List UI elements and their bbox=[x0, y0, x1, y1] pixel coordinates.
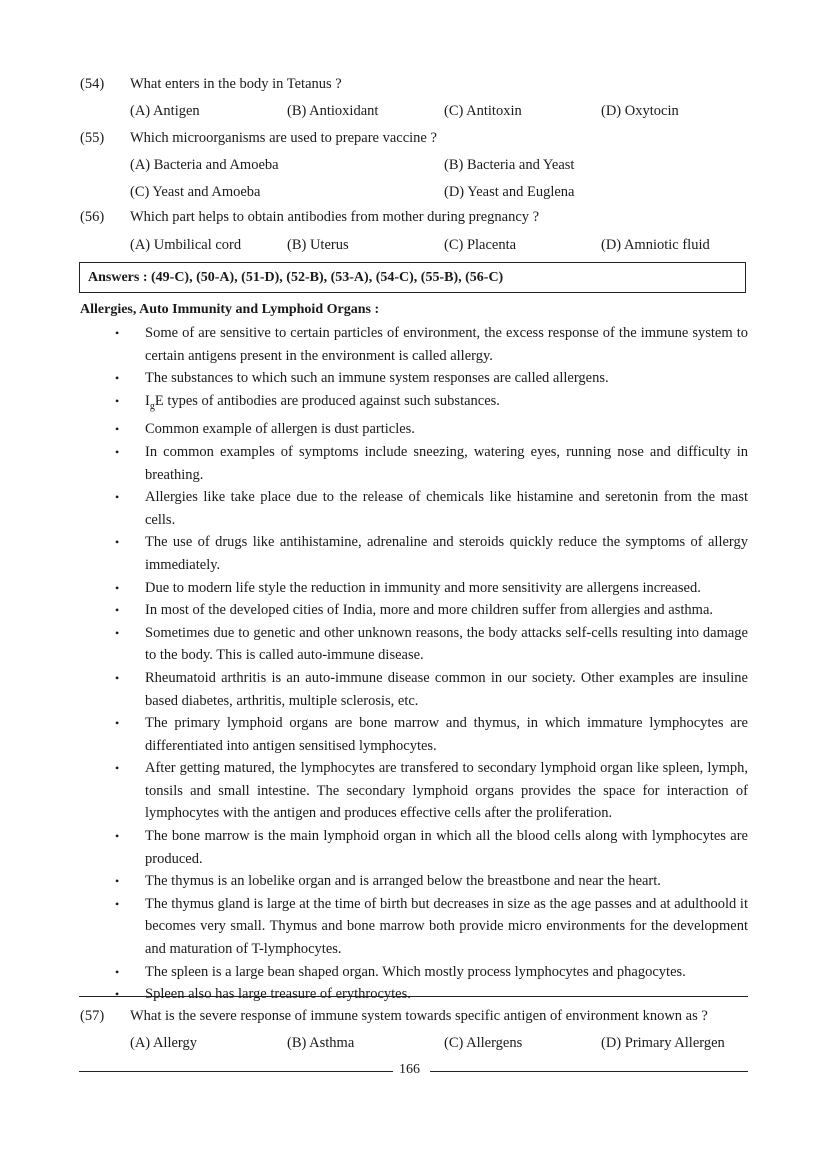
bullet-icon: • bbox=[115, 964, 120, 979]
option-b: (B) Asthma bbox=[287, 1035, 355, 1051]
bullet-item bbox=[115, 712, 748, 757]
question-number: (57) bbox=[80, 1008, 105, 1024]
option-a: (A) Umbilical cord bbox=[130, 237, 242, 253]
option-d: (D) Oxytocin bbox=[601, 103, 679, 119]
bullet-item bbox=[115, 622, 748, 667]
option-b: (B) Antioxidant bbox=[287, 103, 379, 119]
question-text: What is the severe response of immune system towards specific antigen of environment known as ? bbox=[130, 1008, 708, 1024]
page-number: 166 bbox=[399, 1062, 420, 1077]
bullet-icon: • bbox=[115, 625, 120, 640]
bullet-text: The primary lymphoid organs are bone marrow and thymus, in which immature lymphocytes are differentiated into antigen sensitised lymphocytes. bbox=[145, 715, 748, 754]
option-c: (C) Placenta bbox=[444, 237, 517, 253]
bullet-text: In most of the developed cities of India, more and more children suffer from allergies and asthma. bbox=[145, 602, 714, 619]
footer-rule-left bbox=[79, 1071, 393, 1072]
bullet-item bbox=[115, 825, 748, 870]
bullet-text: The thymus gland is large at the time of birth but decreases in size as the age passes and at adulthoold it becomes very small. Thymus and bone marrow both provide micro environments for the development and maturation of T-lymphocytes. bbox=[145, 895, 748, 958]
answers-box: Answers : (49-C), (50-A), (51-D), (52-B), (53-A), (54-C), (55-B), (56-C) bbox=[79, 262, 746, 293]
bullet-text: The substances to which such an immune system responses are called allergens. bbox=[145, 370, 609, 387]
bullet-icon: • bbox=[115, 603, 120, 618]
bullet-item bbox=[115, 870, 748, 893]
bullet-item bbox=[115, 367, 748, 390]
bullet-item bbox=[115, 441, 748, 486]
bullet-text: Rheumatoid arthritis is an auto-immune disease common in our society. Other examples are insuline based diabetes, arthritis, multiple sclerosis, etc. bbox=[145, 669, 748, 709]
question-number: (54) bbox=[80, 76, 105, 92]
question-text: Which microorganisms are used to prepare vaccine ? bbox=[130, 130, 437, 146]
bullet-icon: • bbox=[115, 444, 120, 459]
option-c: (C) Yeast and Amoeba bbox=[130, 184, 261, 200]
bullet-item bbox=[115, 577, 748, 600]
bullet-icon: • bbox=[115, 490, 120, 505]
footer-rule-right bbox=[430, 1071, 748, 1072]
bullet-icon: • bbox=[115, 829, 120, 844]
bullet-icon: • bbox=[115, 535, 120, 550]
question-text: What enters in the body in Tetanus ? bbox=[130, 76, 342, 92]
bullet-item bbox=[115, 531, 748, 576]
bullet-text: The thymus is an lobelike organ and is arranged below the breastbone and near the heart. bbox=[145, 873, 661, 890]
bullet-text: Sometimes due to genetic and other unknown reasons, the body attacks self-cells resulting into damage to the body. This is called auto-immune disease. bbox=[145, 624, 748, 664]
option-c: (C) Allergens bbox=[444, 1035, 523, 1051]
bullet-icon: • bbox=[115, 422, 120, 437]
bullet-item bbox=[115, 486, 748, 531]
bullet-text: The use of drugs like antihistamine, adrenaline and steroids quickly reduce the symptoms of allergy immediately. bbox=[145, 534, 748, 573]
bullet-text: I bbox=[145, 392, 150, 409]
bullet-icon: • bbox=[115, 874, 120, 889]
bullet-text: E types of antibodies are produced against such substances. bbox=[154, 392, 500, 409]
bullet-text: The bone marrow is the main lymphoid organ in which all the blood cells along with lymphocytes are produced. bbox=[145, 828, 748, 867]
subscript-text: g bbox=[149, 400, 155, 412]
bullet-item bbox=[115, 418, 748, 441]
option-d: (D) Yeast and Euglena bbox=[444, 184, 575, 200]
bullet-text: Spleen also has large treasure of erythrocytes. bbox=[145, 986, 411, 1003]
bullet-list bbox=[115, 322, 748, 1006]
option-b: (B) Uterus bbox=[287, 237, 349, 253]
option-a: (A) Allergy bbox=[130, 1035, 197, 1051]
bullet-icon: • bbox=[115, 716, 120, 731]
bullet-item bbox=[115, 983, 748, 1006]
question-text: Which part helps to obtain antibodies from mother during pregnancy ? bbox=[130, 209, 540, 225]
option-a: (A) Bacteria and Amoeba bbox=[130, 157, 279, 173]
option-c: (C) Antitoxin bbox=[444, 103, 522, 119]
bullet-icon: • bbox=[115, 580, 120, 595]
bullet-text: The spleen is a large bean shaped organ. Which mostly process lymphocytes and phagocytes. bbox=[145, 963, 686, 980]
bullet-item bbox=[115, 322, 748, 367]
option-a: (A) Antigen bbox=[130, 103, 200, 119]
bullet-icon: • bbox=[115, 393, 120, 408]
question-number: (56) bbox=[80, 209, 105, 225]
bullet-icon: • bbox=[115, 761, 120, 776]
bullet-icon: • bbox=[115, 896, 120, 911]
option-b: (B) Bacteria and Yeast bbox=[444, 157, 575, 173]
option-d: (D) Amniotic fluid bbox=[601, 237, 710, 253]
section-divider bbox=[79, 996, 748, 997]
bullet-icon: • bbox=[115, 670, 120, 685]
bullet-icon: • bbox=[115, 326, 120, 340]
bullet-item bbox=[115, 667, 748, 712]
bullet-text: Allergies like take place due to the release of chemicals like histamine and seretonin from the mast cells. bbox=[145, 489, 748, 528]
option-d: (D) Primary Allergen bbox=[601, 1035, 725, 1051]
bullet-item bbox=[115, 599, 748, 622]
bullet-text: After getting matured, the lymphocytes are transfered to secondary lymphoid organ like spleen, lymph, tonsils and small intestine. The secondary lymphoid organs provides the space for interaction of lymphocytes with the antigen and produces effective cells after the proliferation. bbox=[145, 760, 748, 822]
bullet-item bbox=[115, 893, 748, 961]
section-title: Allergies, Auto Immunity and Lymphoid Organs : bbox=[80, 302, 380, 317]
bullet-text: In common examples of symptoms include sneezing, watering eyes, running nose and difficulty in breathing. bbox=[145, 443, 748, 483]
bullet-item bbox=[115, 757, 748, 825]
question-number: (55) bbox=[80, 130, 105, 146]
bullet-text: Common example of allergen is dust particles. bbox=[145, 421, 415, 438]
bullet-icon: • bbox=[115, 371, 120, 386]
bullet-text: Some of are sensitive to certain particles of environment, the excess response of the immune system to certain antigens present in the environment is called allergy. bbox=[145, 325, 748, 364]
bullet-item bbox=[115, 961, 748, 984]
bullet-item bbox=[115, 390, 748, 419]
bullet-text: Due to modern life style the reduction in immunity and more sensitivity are allergens increased. bbox=[145, 579, 701, 596]
bullet-icon: • bbox=[115, 987, 120, 1002]
